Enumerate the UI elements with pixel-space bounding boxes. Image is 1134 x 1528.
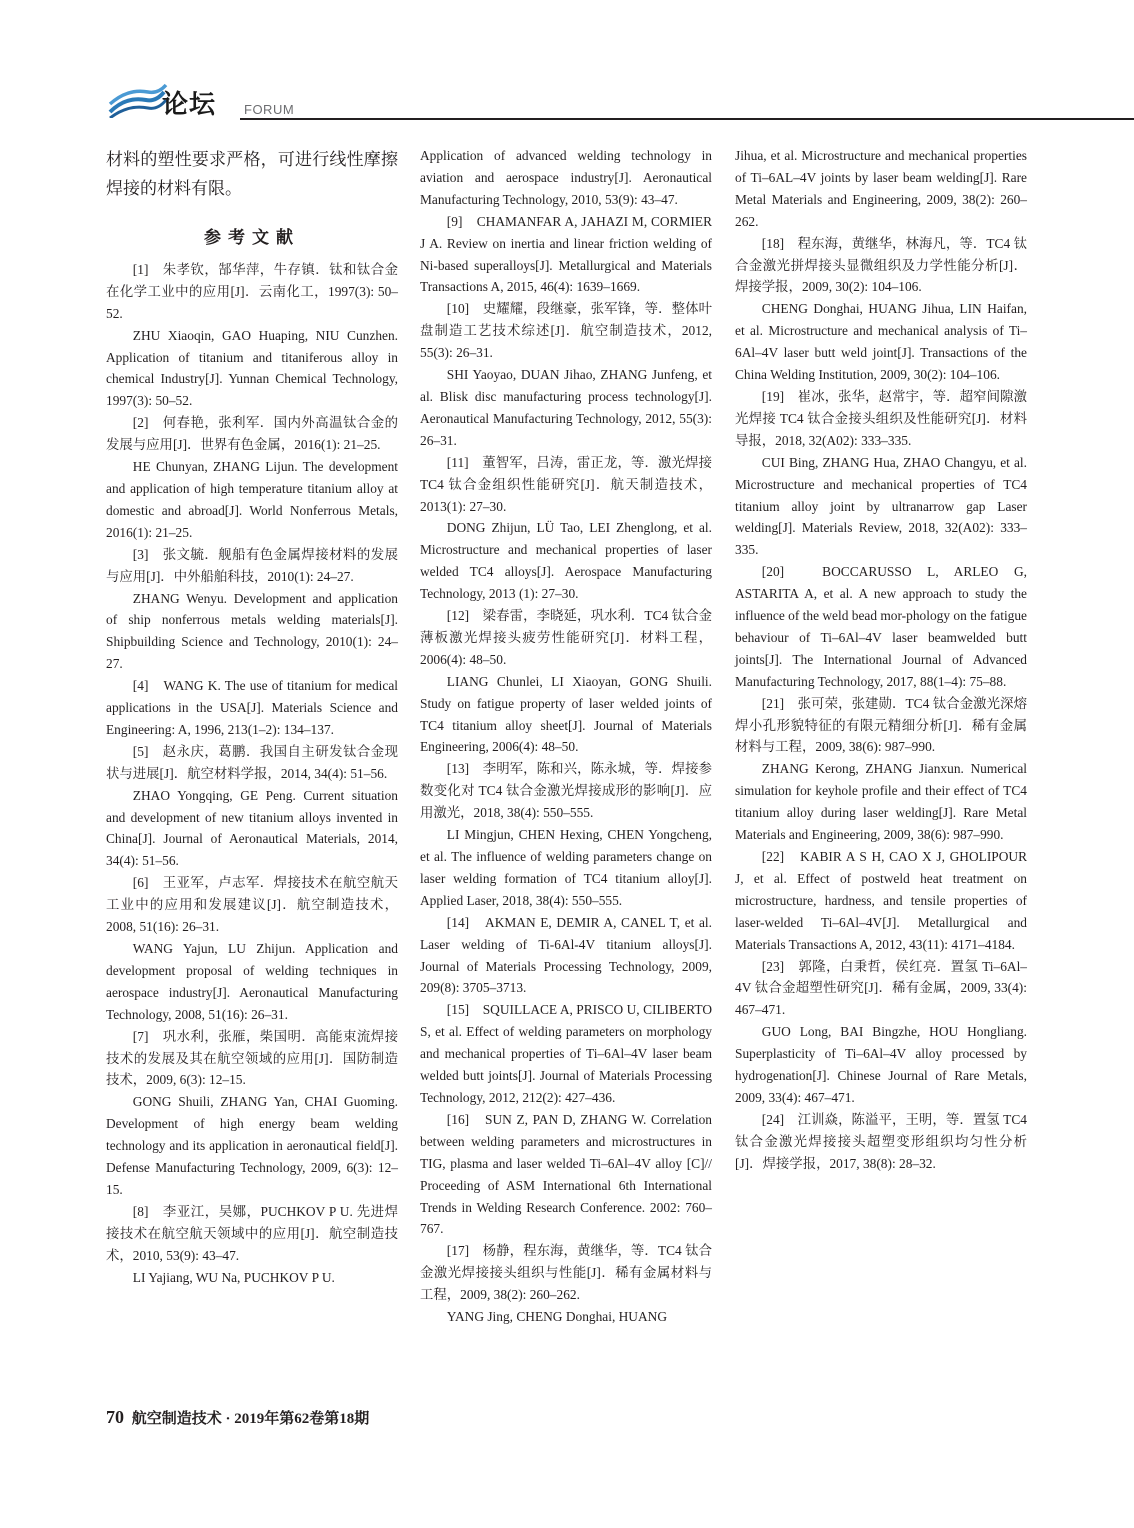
reference-entry: [20] BOCCARUSSO L, ARLEO G, ASTARITA A, et al. A new approach to study the influence of the weld bead mor-phology on the fatigue behaviour of Ti–6Al–4V laser beamwelded butt joints[J]. The International Journal of Advanced Manufacturing Technology, 2017, 88(1–4): 75–88. bbox=[735, 564, 1027, 689]
reference-entry: [1] 朱孝钦，郜华萍，牛存镇．钛和钛合金在化学工业中的应用[J]．云南化工，1997(3): 50–52. bbox=[106, 261, 398, 321]
reference-entry: LI Yajiang, WU Na, PUCHKOV P U. bbox=[132, 1269, 335, 1285]
reference-entry: ZHAO Yongqing, GE Peng. Current situation and development of new titanium alloys invented in China[J]. Journal of Aeronautical Materials, 2014, 34(4): 51–56. bbox=[106, 787, 398, 869]
reference-entry: [16] SUN Z, PAN D, ZHANG W. Correlation between welding parameters and microstructures in TIG, plasma and laser welded Ti–6Al–4V alloy [C]// Proceeding of ASM International 6th International Trends in Welding Research Conference. 2002: 760–767. bbox=[420, 1111, 712, 1237]
reference-entry: [8] 李亚江，吴娜，PUCHKOV P U. 先进焊接技术在航空航天领域中的应用[J]．航空制造技术，2010, 53(9): 43–47. bbox=[106, 1203, 398, 1263]
journal-issue: 航空制造技术 · 2019年第62卷第18期 bbox=[131, 1411, 370, 1427]
reference-entry: [24] 江训焱，陈溢平，王明，等．置氢 TC4 钛合金激光焊接接头超塑变形组织均匀性分析[J]．焊接学报，2017, 38(8): 28–32. bbox=[735, 1111, 1027, 1171]
wave-logo-icon bbox=[106, 82, 168, 118]
reference-entry: CUI Bing, ZHANG Hua, ZHAO Changyu, et al. Microstructure and mechanical properties of TC4 titanium alloy joint by ultranarrow gap Laser welding[J]. Materials Review, 2018, 32(A02): 333–335. bbox=[735, 454, 1027, 558]
reference-entry: LI Mingjun, CHEN Hexing, CHEN Yongcheng, et al. The influence of welding parameters change on laser welding formation of TC4 titanium alloy[J]. Applied Laser, 2018, 38(4): 550–555. bbox=[420, 827, 712, 908]
page-header bbox=[106, 78, 1134, 124]
reference-entry: [2] 何春艳，张利军．国内外高温钛合金的发展与应用[J]．世界有色金属，2016(1): 21–25. bbox=[106, 415, 398, 453]
reference-entry: [14] AKMAN E, DEMIR A, CANEL T, et al. Laser welding of Ti-6Al-4V titanium alloys[J]. Journal of Materials Processing Technology, 2009, 209(8): 3705–3713. bbox=[420, 914, 712, 996]
column-3 bbox=[735, 145, 1027, 1175]
reference-entry: SHI Yaoyao, DUAN Jihao, ZHANG Junfeng, et al. Blisk disc manufacturing process technology[J]. Aeronautical Manufacturing Technology, 2012, 55(3): 26–31. bbox=[420, 367, 712, 448]
reference-entry: GUO Long, BAI Bingzhe, HOU Hongliang. Superplasticity of Ti–6Al–4V alloy processed by hydrogenation[J]. Chinese Journal of Rare Metals, 2009, 33(4): 467–471. bbox=[735, 1024, 1027, 1105]
reference-entry: [22] KABIR A S H, CAO X J, GHOLIPOUR J, et al. Effect of postweld heat treatment on microstructure, hardness, and tensile properties of laser-welded Ti–6Al–4V[J]. Metallurgical and Materials Transactions A, 2012, 43(11): 4171–4184. bbox=[735, 849, 1027, 952]
reference-entry: [3] 张文毓．舰船有色金属焊接材料的发展与应用[J]．中外船舶科技，2010(1): 24–27. bbox=[106, 546, 398, 584]
reference-entry: [13] 李明军，陈和兴，陈永城，等．焊接参数变化对 TC4 钛合金激光焊接成形的影响[J]．应用激光，2018, 38(4): 550–555. bbox=[420, 761, 712, 821]
reference-entry: GONG Shuili, ZHANG Yan, CHAI Guoming. Development of high energy beam welding technology and its application in aeronautical field[J]. Defense Manufacturing Technology, 2009, 6(3): 12–15. bbox=[106, 1094, 398, 1197]
reference-entry: DONG Zhijun, LÜ Tao, LEI Zhenglong, et al. Microstructure and mechanical properties of laser welded TC4 alloys[J]. Aerospace Manufacturing Technology, 2013 (1): 27–30. bbox=[420, 520, 712, 602]
reference-entry: WANG Yajun, LU Zhijun. Application and development proposal of welding techniques in aerospace industry[J]. Aeronautical Manufacturing Technology, 2008, 51(16): 26–31. bbox=[106, 941, 398, 1022]
page-footer bbox=[106, 1407, 369, 1428]
reference-entry: [19] 崔冰，张华，赵常宇，等．超窄间隙激光焊接 TC4 钛合金接头组织及性能研究[J]．材料导报，2018, 32(A02): 333–335. bbox=[735, 388, 1027, 448]
column-1 bbox=[106, 145, 398, 1289]
reference-entry: [23] 郭隆，白秉哲，侯红亮．置氢 Ti–6Al–4V 钛合金超塑性研究[J]．稀有金属，2009, 33(4): 467–471. bbox=[735, 958, 1027, 1018]
reference-entry: ZHANG Kerong, ZHANG Jianxun. Numerical simulation for keyhole profile and their effect of TC4 titanium alloy during laser welding[J]. Rare Metal Materials and Engineering, 2009, 38(6): 987–990. bbox=[735, 761, 1027, 843]
page-number: 70 bbox=[106, 1407, 124, 1427]
reference-entry: [17] 杨静，程东海，黄继华，等．TC4 钛合金激光焊接接头组织与性能[J]．稀有金属材料与工程，2009, 38(2): 260–262. bbox=[420, 1243, 712, 1303]
reference-entry: [15] SQUILLACE A, PRISCO U, CILIBERTO S, et al. Effect of welding parameters on morphology and mechanical properties of Ti–6Al–4V laser beam welded butt joints[J]. Journal of Materials Processing Technology, 2012, 212(2): 427–436. bbox=[420, 1002, 712, 1105]
header-rule bbox=[240, 118, 1134, 120]
reference-entry: [21] 张可荣，张建勋．TC4 钛合金激光深熔焊小孔形貌特征的有限元精细分析[J]．稀有金属材料与工程，2009, 38(6): 987–990. bbox=[735, 695, 1027, 755]
references-heading: 参考文献 bbox=[204, 228, 300, 247]
reference-entry: [10] 史耀耀，段继豪，张军锋，等．整体叶盘制造工艺技术综述[J]．航空制造技术，2012, 55(3): 26–31. bbox=[420, 301, 712, 361]
reference-entry: ZHU Xiaoqin, GAO Huaping, NIU Cunzhen. Application of titanium and titaniferous alloy in chemical Industry[J]. Yunnan Chemical Technology, 1997(3): 50–52. bbox=[106, 327, 398, 409]
section-title-en: FORUM bbox=[244, 102, 295, 117]
reference-entry: CHENG Donghai, HUANG Jihua, LIN Haifan, et al. Microstructure and mechanical analysis of Ti–6Al–4V laser butt weld joint[J]. Transactions of the China Welding Institution, 2009, 30(2): 104–106. bbox=[735, 301, 1027, 383]
reference-entry: [4] WANG K. The use of titanium for medical applications in the USA[J]. Materials Science and Engineering: A, 1996, 213(1–2): 134–137. bbox=[106, 678, 398, 737]
reference-continuation: Jihua, et al. Microstructure and mechanical properties of Ti–6AL–4V joints by laser beam welding[J]. Rare Metal Materials and Engineering, 2009, 38(2): 260–262. bbox=[735, 148, 1027, 229]
reference-entry: HE Chunyan, ZHANG Lijun. The development and application of high temperature titanium alloy at domestic and abroad[J]. World Nonferrous Metals, 2016(1): 21–25. bbox=[106, 459, 398, 540]
reference-entry: LIANG Chunlei, LI Xiaoyan, GONG Shuili. Study on fatigue property of laser welded joints of TC4 titanium alloy sheet[J]. Journal of Materials Engineering, 2006(4): 48–50. bbox=[420, 673, 712, 755]
reference-entry: [11] 董智军，吕涛，雷正龙，等．激光焊接 TC4 钛合金组织性能研究[J]．航天制造技术，2013(1): 27–30. bbox=[420, 454, 712, 514]
reference-continuation: Application of advanced welding technology in aviation and aerospace industry[J]. Aeronautical Manufacturing Technology, 2010, 53(9): 43–47. bbox=[420, 148, 712, 207]
reference-entry: [6] 王亚军，卢志军．焊接技术在航空航天工业中的应用和发展建议[J]．航空制造技术，2008, 51(16): 26–31. bbox=[106, 875, 398, 935]
reference-entry: ZHANG Wenyu. Development and application of ship nonferrous metals welding materials[J]. Shipbuilding Science and Technology, 2010(1): 24–27. bbox=[106, 590, 398, 672]
section-title-cn: 论坛 bbox=[162, 90, 217, 119]
reference-entry: [12] 梁春雷，李晓延，巩水利．TC4 钛合金薄板激光焊接头疲劳性能研究[J]．材料工程，2006(4): 48–50. bbox=[420, 608, 712, 667]
reference-entry: [9] CHAMANFAR A, JAHAZI M, CORMIER J A. Review on inertia and linear friction welding of Ni-based superalloys[J]. Metallurgical and Materials Transactions A, 2015, 46(4): 1639–1669. bbox=[420, 213, 712, 295]
body-text-tail: 材料的塑性要求严格，可进行线性摩擦焊接的材料有限。 bbox=[106, 150, 398, 198]
reference-entry: [18] 程东海，黄继华，林海凡，等．TC4 钛合金激光拼焊接头显微组织及力学性能分析[J]．焊接学报，2009, 30(2): 104–106. bbox=[735, 235, 1027, 295]
reference-entry: [5] 赵永庆，葛鹏．我国自主研发钛合金现状与进展[J]．航空材料学报，2014, 34(4): 51–56. bbox=[106, 743, 398, 781]
reference-entry: [7] 巩水利，张雁，柴国明．高能束流焊接技术的发展及其在航空领域的应用[J]．国防制造技术，2009, 6(3): 12–15. bbox=[106, 1028, 398, 1088]
column-2 bbox=[420, 145, 712, 1328]
reference-entry: YANG Jing, CHENG Donghai, HUANG bbox=[446, 1309, 667, 1325]
